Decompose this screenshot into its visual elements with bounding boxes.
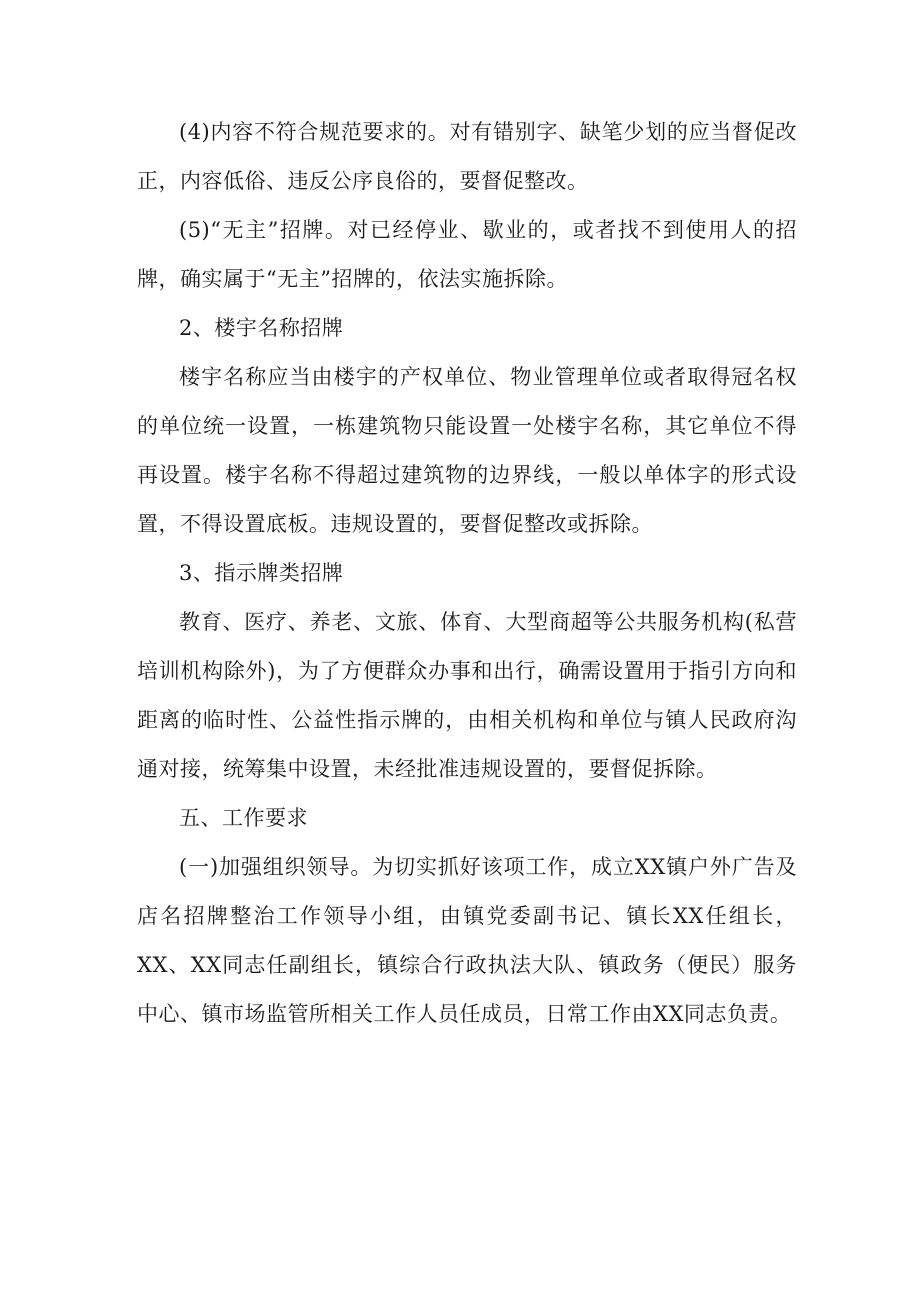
document-body (137, 108, 797, 1039)
section-heading-work-requirements: 五、工作要求 (179, 806, 308, 830)
paragraph-item-5: (5)“无主”招牌。对已经停业、歇业的，或者找不到使用人的招牌，确实属于“无主”招牌的，依法实施拆除。 (137, 218, 797, 291)
paragraph-building-name-signs: 楼宇名称应当由楼宇的产权单位、物业管理单位或者取得冠名权的单位统一设置，一栋建筑物只能设置一处楼宇名称，其它单位不得再设置。楼宇名称不得超过建筑物的边界线，一般以单体字的形式设置，不得设置底板。违规设置的，要督促整改或拆除。 (137, 365, 797, 536)
section-heading-direction-signs: 3、指示牌类招牌 (179, 561, 344, 585)
section-heading-building-name-signs: 2、楼宇名称招牌 (179, 316, 344, 340)
paragraph-item-4: (4)内容不符合规范要求的。对有错别字、缺笔少划的应当督促改正，内容低俗、违反公序良俗的，要督促整改。 (137, 120, 797, 193)
paragraph-direction-signs: 教育、医疗、养老、文旅、体育、大型商超等公共服务机构(私营培训机构除外)，为了方便群众办事和出行，确需设置用于指引方向和距离的临时性、公益性指示牌的，由相关机构和单位与镇人民政府沟通对接，统筹集中设置，未经批准违规设置的，要督促拆除。 (137, 610, 797, 781)
paragraph-organization-leadership: (一)加强组织领导。为切实抓好该项工作，成立XX镇户外广告及店名招牌整治工作领导小组，由镇党委副书记、镇长XX任组长，XX、XX同志任副组长，镇综合行政执法大队、镇政务（便民）服务中心、镇市场监管所相关工作人员任成员，日常工作由XX同志负责。 (137, 855, 797, 1026)
